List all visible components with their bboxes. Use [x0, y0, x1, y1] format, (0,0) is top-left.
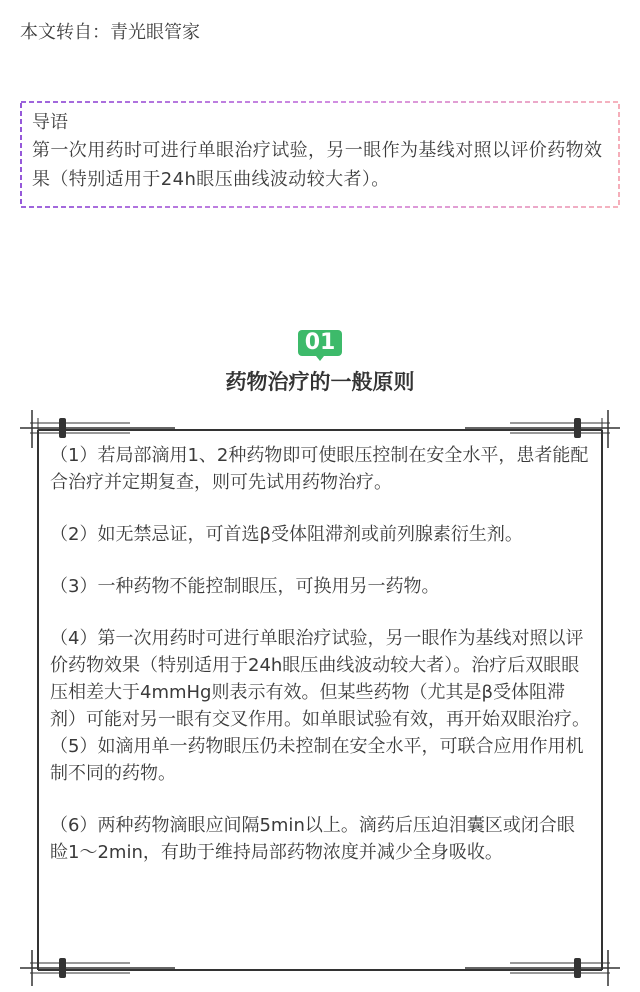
- intro-title: 导语: [32, 112, 68, 133]
- principle-paragraph: （6）两种药物滴眼应间隔5min以上。滴药后压迫泪囊区或闭合眼睑1～2min，有助于维持局部药物浓度并减少全身吸收。: [50, 815, 575, 863]
- source-attribution: 本文转自：青光眼管家: [20, 22, 200, 43]
- section-number-badge: 01: [298, 330, 342, 356]
- intro-box: [20, 101, 620, 208]
- intro-text: 第一次用药时可进行单眼治疗试验，另一眼作为基线对照以评价药物效果（特别适用于24h眼压曲线波动较大者）。: [32, 140, 603, 190]
- principle-paragraph: （5）如滴用单一药物眼压仍未控制在安全水平，可联合应用作用机制不同的药物。: [50, 736, 584, 784]
- badge-pointer: [316, 356, 324, 361]
- principle-paragraph: （1）若局部滴用1、2种药物即可使眼压控制在安全水平，患者能配合治疗并定期复查，则可先试用药物治疗。: [50, 445, 589, 493]
- principles-content: [50, 442, 590, 866]
- principle-paragraph: （3）一种药物不能控制眼压，可换用另一药物。: [50, 576, 440, 597]
- principle-paragraph: （2）如无禁忌证，可首选β受体阻滞剂或前列腺素衍生剂。: [50, 524, 523, 545]
- section-title: 药物治疗的一般原则: [225, 370, 415, 394]
- principle-paragraph: （4）第一次用药时可进行单眼治疗试验，另一眼作为基线对照以评价药物效果（特别适用于24h眼压曲线波动较大者）。治疗后双眼眼压相差大于4mmHg则表示有效。但某些药物（尤其是β受体阻滞剂）可能对另一眼有交叉作用。如单眼试验有效，再开始双眼治疗。: [50, 628, 590, 730]
